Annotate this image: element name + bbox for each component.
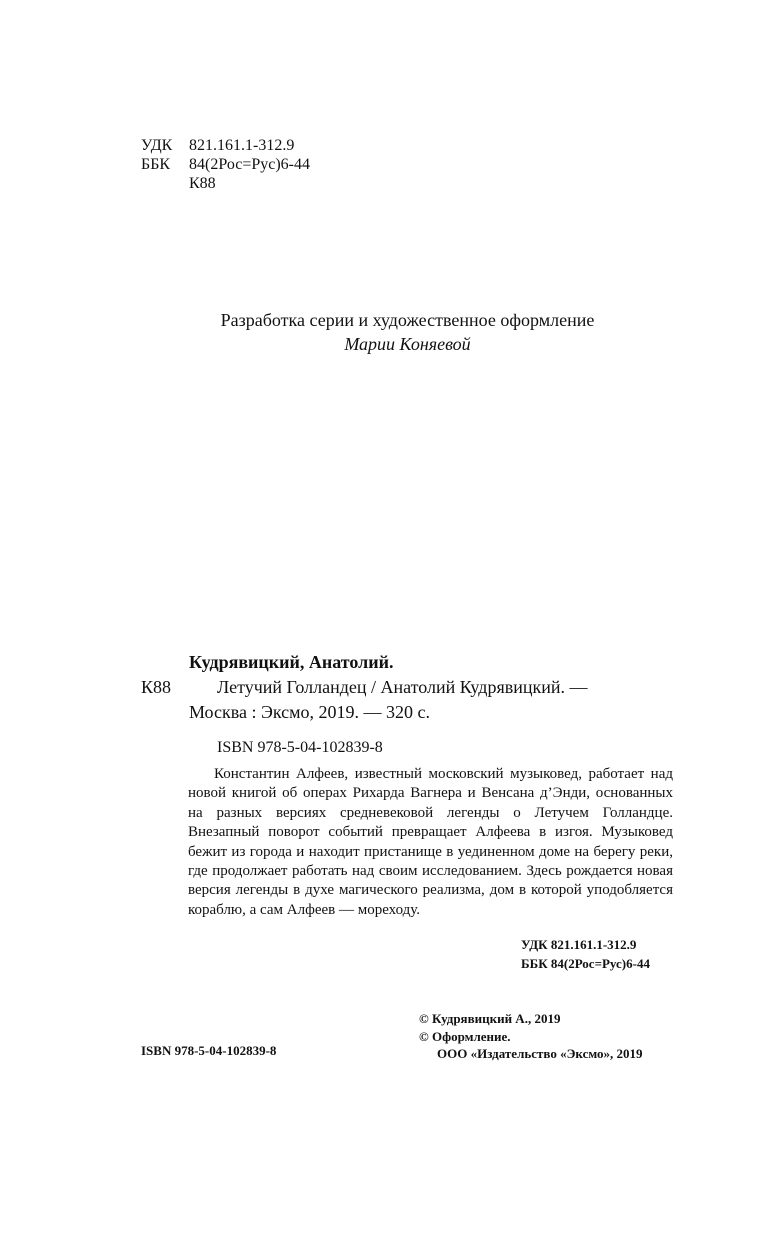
annotation-udk: УДК 821.161.1-312.9	[521, 937, 637, 952]
bbk-label: ББК	[141, 156, 171, 173]
udk-label: УДК	[141, 137, 173, 154]
isbn-bottom: ISBN 978-5-04-102839-8	[141, 1043, 277, 1058]
entry-title-line: Летучий Голландец / Анатолий Кудрявицкий. —	[217, 677, 588, 697]
bbk-value: 84(2Рос=Рус)6-44	[189, 156, 311, 173]
copyright-block	[419, 1010, 643, 1063]
entry-title-row	[141, 675, 673, 700]
udk-value: 821.161.1-312.9	[189, 137, 295, 154]
copyright-design: © Оформление.	[419, 1028, 511, 1044]
designer-name: Марии Коняевой	[344, 334, 471, 354]
entry-isbn: ISBN 978-5-04-102839-8	[217, 739, 383, 756]
series-credit-text: Разработка серии и художественное оформление	[220, 310, 595, 330]
bibliographic-entry	[141, 650, 673, 760]
annotation-bbk: ББК 84(2Рос=Рус)6-44	[521, 956, 650, 971]
udk-row	[141, 136, 310, 155]
annotation-codes	[521, 935, 650, 973]
copyright-author: © Кудрявицкий А., 2019	[419, 1011, 561, 1026]
entry-publication-line: Москва : Эксмо, 2019. — 320 с.	[189, 702, 431, 722]
author-code-row	[141, 174, 310, 193]
catalog-codes	[141, 136, 310, 193]
author-code: К88	[189, 175, 216, 192]
annotation: Константин Алфеев, известный московский музыковед, работает над новой книгой об операх Рихарда Вагнера и Венсана д’Энди, основанных на разных версиях средневековой легенды о Летучем Голландце. Внезапный поворот событий превращает Алфеева в изгоя. Музыковед бежит из города и находит пристанище в уединенном доме на берегу реки, где продолжает работать над своим исследованием. Здесь рождается новая версия легенды в духе магического реализма, дом в которой уподобляется кораблю, а сам Алфеев — мореходу.	[188, 766, 673, 918]
bbk-row	[141, 155, 310, 174]
entry-code: К88	[141, 677, 172, 697]
entry-author: Кудрявицкий, Анатолий.	[189, 652, 394, 672]
copyright-publisher: ООО «Издательство «Эксмо», 2019	[437, 1046, 643, 1061]
series-credit	[0, 308, 768, 356]
